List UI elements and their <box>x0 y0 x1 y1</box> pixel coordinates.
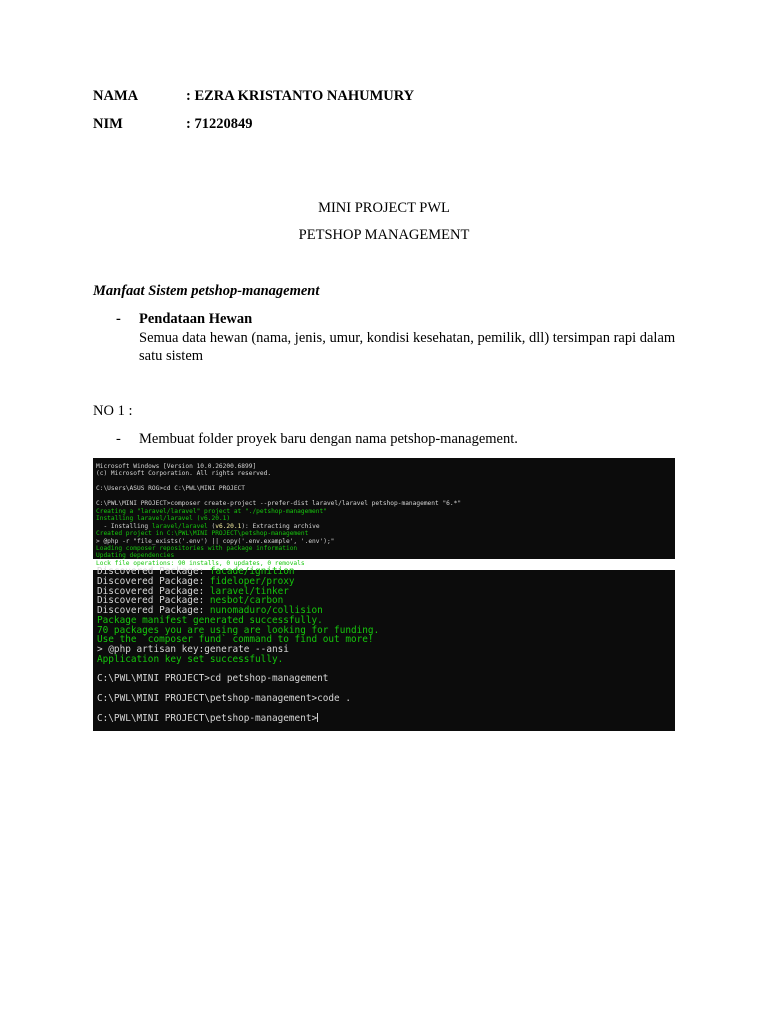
terminal-text: nunomaduro/collision <box>209 605 323 616</box>
terminal-text: v6.20.1 <box>215 522 242 530</box>
terminal-text: Creating a "laravel/laravel" project at "./petshop-management" <box>96 507 327 515</box>
terminal-line <box>96 552 675 559</box>
benefit-description: Semua data hewan (nama, jenis, umur, kondisi kesehatan, pemilik, dll) tersimpan rapi dalam satu sistem <box>139 330 676 364</box>
terminal-text: Application key set successfully. <box>97 653 284 665</box>
terminal-line <box>96 500 675 507</box>
terminal-text: Discovered Package: <box>97 585 210 597</box>
terminal-screenshot-1 <box>93 458 675 567</box>
terminal-line <box>96 478 675 485</box>
task-description: Membuat folder proyek baru dengan nama petshop-management. <box>139 431 518 447</box>
terminal-text: 70 packages you are using are looking for funding. <box>97 624 380 636</box>
terminal-text <box>96 478 100 485</box>
terminal-text: fideloper/proxy <box>209 575 295 587</box>
section-heading-benefits: Manfaat Sistem petshop-management <box>93 283 320 299</box>
terminal-text: nesbot/carbon <box>209 595 284 607</box>
terminal-line <box>96 493 675 500</box>
terminal-text: C:\PWL\MINI PROJECT\petshop-management>code . <box>97 692 351 704</box>
terminal-text: > @php -r "file_exists('.env') || copy('.env.example', '.env');" <box>96 537 335 545</box>
terminal-line <box>96 530 675 537</box>
terminal-output <box>93 567 675 724</box>
document-title-line2: PETSHOP MANAGEMENT <box>298 227 470 243</box>
terminal-line <box>97 713 675 724</box>
terminal-text <box>97 703 103 714</box>
terminal-line <box>96 463 675 470</box>
terminal-text: Microsoft Windows [Version 10.0.26200.6899] <box>96 463 257 470</box>
terminal-text: > @php artisan key:generate --ansi <box>97 644 289 655</box>
list-bullet: - <box>116 311 121 327</box>
terminal-output <box>93 458 675 567</box>
terminal-text: Use the `composer fund` command to find out more! <box>97 634 374 646</box>
list-bullet: - <box>116 431 121 447</box>
terminal-line <box>96 508 675 515</box>
nim-label: NIM <box>93 116 123 132</box>
nim-value: : 71220849 <box>186 116 253 132</box>
terminal-line <box>96 470 675 477</box>
terminal-line <box>96 538 675 545</box>
terminal-text: Discovered Package: <box>97 566 210 577</box>
terminal-text: laravel/laravel <box>151 522 208 530</box>
terminal-text: Discovered Package: <box>97 595 210 607</box>
terminal-text: laravel/tinker <box>209 585 289 597</box>
terminal-line <box>96 523 675 530</box>
text-cursor <box>317 713 318 722</box>
terminal-line <box>97 704 675 714</box>
terminal-text: C:\PWL\MINI PROJECT>composer create-project --prefer-dist laravel/laravel petshop-management "6.*" <box>96 500 462 508</box>
terminal-text: Discovered Package: <box>97 575 210 587</box>
terminal-text: Created project in C:\PWL\MINI PROJECT\petshop-management <box>96 530 309 538</box>
terminal-text: - Installing <box>96 522 152 530</box>
task-label: NO 1 : <box>93 403 133 419</box>
terminal-text: facade/ignition <box>209 566 295 577</box>
terminal-text: C:\Users\ASUS ROG>cd C:\PWL\MINI PROJECT <box>96 485 246 493</box>
terminal-text: ( <box>207 522 216 530</box>
terminal-line <box>96 545 675 552</box>
nama-value: : EZRA KRISTANTO NAHUMURY <box>186 88 415 104</box>
terminal-line <box>97 674 675 684</box>
terminal-text: Package manifest generated successfully. <box>97 614 323 626</box>
terminal-line <box>96 485 675 492</box>
terminal-text: Installing laravel/laravel (v6.20.1) <box>96 515 231 523</box>
nama-label: NAMA <box>93 88 139 104</box>
terminal-text: (c) Microsoft Corporation. All rights reserved. <box>96 470 272 478</box>
benefit-title: Pendataan Hewan <box>139 311 253 327</box>
terminal-text: Lock file operations: 90 installs, 0 updates, 0 removals <box>96 559 305 567</box>
terminal-line <box>97 655 675 665</box>
terminal-text: ): Extracting archive <box>241 522 320 530</box>
terminal-line <box>96 515 675 522</box>
terminal-text: C:\PWL\MINI PROJECT\petshop-management> <box>97 713 318 725</box>
terminal-text <box>96 493 100 500</box>
terminal-text: Discovered Package: <box>97 605 210 616</box>
terminal-text: C:\PWL\MINI PROJECT>cd petshop-management <box>97 673 329 685</box>
terminal-screenshot-2 <box>93 566 675 731</box>
terminal-line <box>97 694 675 704</box>
terminal-text: Loading composer repositories with package information <box>96 544 298 552</box>
terminal-text: Updating dependencies <box>96 552 175 560</box>
document-title-line1: MINI PROJECT PWL <box>318 200 450 216</box>
